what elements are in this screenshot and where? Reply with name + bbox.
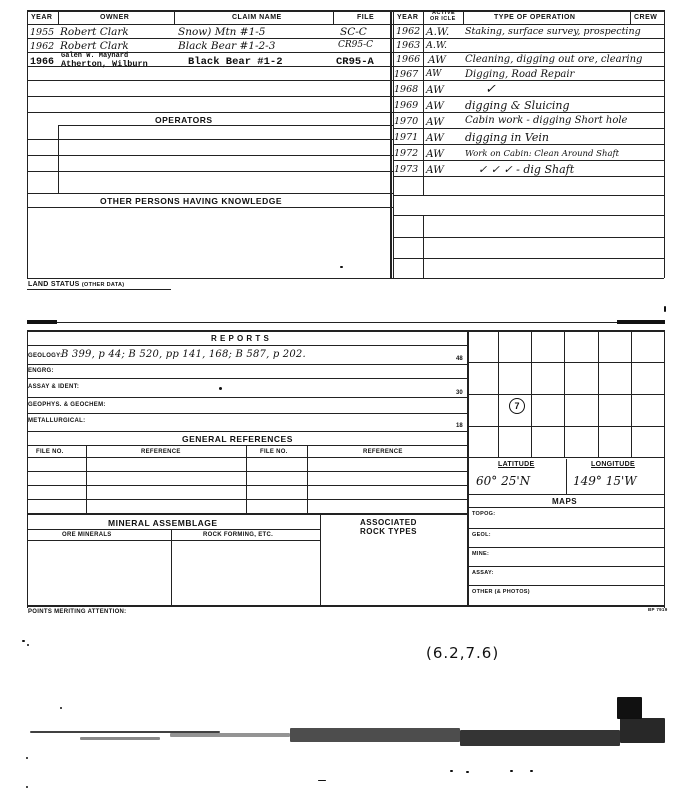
geol-label: GEOL: — [472, 532, 491, 538]
claim-row-year: 1962 — [30, 41, 55, 52]
reference-header-1: REFERENCE — [141, 449, 181, 455]
header-active-cycle: OR ICLE — [430, 16, 456, 22]
claim-row-file: CR95-C — [338, 40, 374, 50]
activity-type: Work on Cabin: Clean Around Shaft — [465, 149, 620, 159]
header-activity-year: YEAR — [397, 14, 419, 21]
activity-year: 1968 — [394, 84, 419, 95]
associated-rock-types-1: ASSOCIATED — [360, 518, 417, 527]
grid-marker-circle — [509, 398, 525, 414]
geology-label: GEOLOGY: — [28, 353, 63, 359]
header-claim-name: CLAIM NAME — [232, 14, 282, 21]
other-persons-heading: OTHER PERSONS HAVING KNOWLEDGE — [100, 196, 283, 206]
topog-label: TOPOG: — [472, 511, 496, 517]
claim-row-owner: Robert Clark — [60, 40, 129, 52]
operators-heading: OPERATORS — [155, 115, 213, 125]
geophys-label: GEOPHYS. & GEOCHEM: — [28, 402, 106, 408]
header-crew: CREW — [634, 14, 658, 21]
row-number-18: 18 — [456, 423, 463, 429]
claim-row-owner: Robert Clark — [60, 26, 129, 38]
activity-cycle: AW — [428, 54, 446, 66]
claim-row-year: 1966 — [30, 57, 55, 68]
longitude-value: 149° 15'W — [573, 474, 637, 488]
activity-cycle: A.W. — [426, 26, 450, 38]
activity-cycle: AW — [426, 164, 444, 176]
claim-row-name: Snow) Mtn #1-5 — [178, 26, 266, 38]
file-no-header-2: FILE NO. — [260, 449, 288, 455]
activity-year: 1972 — [394, 148, 419, 159]
activity-year: 1971 — [394, 132, 419, 143]
header-type-of-operation: TYPE OF OPERATION — [494, 14, 576, 21]
latitude-label: LATITUDE — [498, 461, 535, 468]
assay-ident-label: ASSAY & IDENT: — [28, 384, 80, 390]
header-file: FILE — [357, 14, 375, 21]
claim-row-owner-top: Galen W. Maynard — [61, 52, 129, 60]
activity-year: 1969 — [394, 100, 419, 111]
claim-row-owner: Atherton, Wilburn — [61, 59, 148, 69]
reports-title: R E P O R T S — [211, 334, 270, 343]
assay-map-label: ASSAY: — [472, 570, 494, 576]
general-references-title: GENERAL REFERENCES — [182, 434, 293, 444]
activity-cycle: AW — [426, 100, 444, 112]
activity-type: Digging, Road Repair — [465, 69, 575, 80]
activity-type: Staking, surface survey, prospecting — [465, 26, 641, 37]
activity-type: digging & Sluicing — [465, 99, 570, 112]
land-status-label: LAND STATUS (OTHER DATA) — [28, 281, 125, 288]
claim-row-file: SC-C — [340, 26, 367, 38]
geology-value: B 399, p 44; B 520, pp 141, 168; B 587, p 202. — [61, 349, 306, 360]
claim-row-year: 1955 — [30, 27, 55, 38]
activity-type: ✓ ✓ ✓ - dig Shaft — [478, 163, 575, 176]
activity-cycle: AW — [426, 84, 444, 96]
activity-year: 1963 — [396, 40, 421, 51]
coordinates-note: (6.2,7.6) — [426, 644, 500, 662]
activity-cycle: A.W. — [426, 40, 448, 51]
file-no-header-1: FILE NO. — [36, 449, 64, 455]
activity-cycle: AW — [426, 132, 444, 144]
activity-year: 1973 — [394, 164, 419, 175]
metallurgical-label: METALLURGICAL: — [28, 418, 86, 424]
points-meriting-attention: POINTS MERITING ATTENTION: — [28, 609, 127, 615]
claim-row-file: CR95-A — [336, 56, 374, 68]
associated-rock-types-2: ROCK TYPES — [360, 527, 418, 536]
form-code: BP 7919 — [648, 607, 668, 612]
activity-type: digging in Vein — [465, 131, 549, 144]
activity-cycle: AW — [426, 148, 444, 160]
activity-year: 1962 — [396, 26, 421, 37]
latitude-value: 60° 25'N — [476, 474, 531, 488]
header-owner: OWNER — [100, 14, 130, 21]
mineral-assemblage-title: MINERAL ASSEMBLAGE — [108, 518, 218, 528]
activity-cycle: AW — [426, 69, 442, 79]
activity-type: ✓ — [485, 82, 496, 97]
activity-type: Cabin work - digging Short hole — [465, 115, 628, 126]
claim-row-name: Black Bear #1-2-3 — [178, 40, 276, 52]
row-number-30: 30 — [456, 390, 463, 396]
ore-minerals-header: ORE MINERALS — [62, 532, 112, 538]
maps-heading: MAPS — [552, 497, 578, 506]
other-photos-label: OTHER (& PHOTOS) — [472, 589, 530, 595]
claim-row-name: Black Bear #1-2 — [188, 56, 283, 68]
longitude-label: LONGITUDE — [591, 461, 635, 468]
activity-type: Cleaning, digging out ore, clearing — [465, 54, 643, 65]
grid-marker-number: 7 — [514, 401, 520, 411]
engrg-label: ENGRG: — [28, 368, 54, 374]
reference-header-2: REFERENCE — [363, 449, 403, 455]
row-number-48: 48 — [456, 356, 463, 362]
header-year: YEAR — [31, 14, 53, 21]
activity-cycle: AW — [426, 116, 444, 128]
header-active-top: ACTIVE — [432, 10, 456, 16]
activity-year: 1967 — [394, 69, 419, 80]
activity-year: 1966 — [396, 54, 421, 65]
rock-forming-header: ROCK FORMING, ETC. — [203, 532, 274, 538]
activity-year: 1970 — [394, 116, 419, 127]
mine-label: MINE: — [472, 551, 490, 557]
